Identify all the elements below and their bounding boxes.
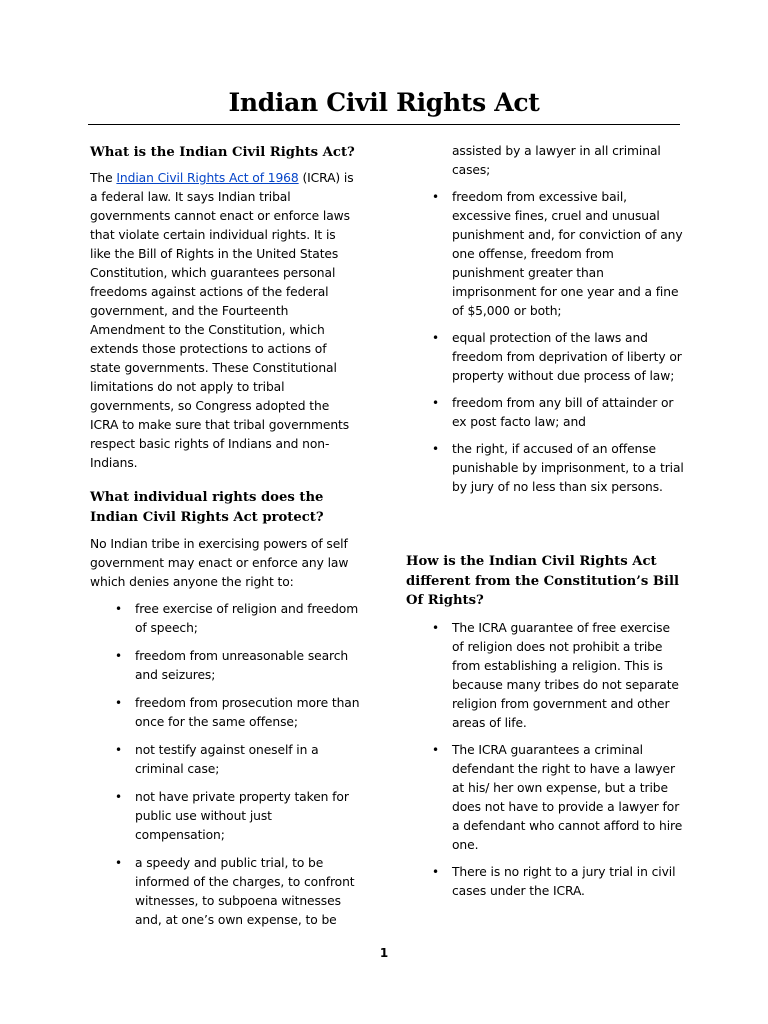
document-title: Indian Civil Rights Act: [228, 88, 540, 117]
list-item: • freedom from excessive bail, excessive fines, cruel and unusual punishment and, for conviction of any one offense, freedom from punishment greater than imprisonment for one year and a fine of $5,000 or both;: [432, 190, 683, 318]
section-heading-rights: What individual rights does the Indian Civil Rights Act protect?: [90, 490, 324, 525]
list-item: • not testify against oneself in a criminal case;: [115, 743, 319, 776]
bullet-icon: •: [432, 743, 439, 757]
bullet-icon: •: [115, 743, 122, 757]
bullet-icon: •: [432, 331, 439, 345]
intro-paragraph: [90, 169, 358, 473]
section-heading-difference: How is the Indian Civil Rights Act different from the Constitution’s Bill Of Rights?: [406, 554, 680, 608]
page-number: 1: [379, 946, 389, 960]
list-item: • freedom from prosecution more than once for the same offense;: [115, 696, 360, 729]
bullet-icon: •: [115, 649, 122, 663]
rights-list-right: [432, 188, 684, 497]
list-item: • The ICRA guarantees a criminal defendant the right to have a lawyer at his/ her own expense, but a tribe does not have to provide a lawyer for a defendant who cannot afford to hire one.: [432, 743, 683, 852]
list-item: • freedom from any bill of attainder or ex post facto law; and: [432, 396, 674, 429]
bullet-icon: •: [432, 621, 439, 635]
rights-list-left: [115, 600, 363, 930]
title-divider: [88, 124, 680, 125]
list-item: • The ICRA guarantee of free exercise of religion does not prohibit a tribe from establishing a religion. This is because many tribes do not separate religion from government and other areas of life.: [432, 621, 679, 730]
list-item: • freedom from unreasonable search and seizures;: [115, 649, 349, 682]
differences-list: [432, 619, 684, 901]
bullet-icon: •: [115, 790, 122, 804]
bullet-icon: •: [115, 696, 122, 710]
list-item: • not have private property taken for public use without just compensation;: [115, 790, 349, 842]
bullet-icon: •: [432, 865, 439, 879]
bullet-icon: •: [115, 602, 122, 616]
icra-link[interactable]: Indian Civil Rights Act of 1968: [116, 171, 299, 185]
bullet-icon: •: [115, 856, 122, 870]
list-item: • free exercise of religion and freedom of speech;: [115, 602, 359, 635]
intro-text: (ICRA) is a federal law. It says Indian tribal governments cannot enact or enforce laws that violate certain individual rights. It is like the Bill of Rights in the United States Constitution, which guarantees personal freedoms against actions of the federal government, and the Fourteenth Amendment to the Constitution, which extends those protections to actions of state governments. These Constitutional limitations do not apply to tribal governments, so Congress adopted the ICRA to make sure that tribal governments respect basic rights of Indians and non-Indians.: [90, 171, 354, 470]
continued-list-text: assisted by a lawyer in all criminal cases;: [452, 144, 661, 177]
rights-intro-paragraph: No Indian tribe in exercising powers of self government may enact or enforce any law which denies anyone the right to:: [90, 537, 349, 589]
bullet-icon: •: [432, 190, 439, 204]
bullet-icon: •: [432, 442, 439, 456]
list-item: • There is no right to a jury trial in civil cases under the ICRA.: [432, 865, 676, 898]
section-heading-what-is: What is the Indian Civil Rights Act?: [90, 145, 355, 160]
list-item: • the right, if accused of an offense punishable by imprisonment, to a trial by jury of no less than six persons.: [432, 442, 684, 494]
bullet-icon: •: [432, 396, 439, 410]
list-item: • equal protection of the laws and freedom from deprivation of liberty or property without due process of law;: [432, 331, 682, 383]
intro-prefix: The: [90, 171, 117, 185]
list-item: • a speedy and public trial, to be informed of the charges, to confront witnesses, to subpoena witnesses and, at one’s own expense, to be: [115, 856, 355, 927]
